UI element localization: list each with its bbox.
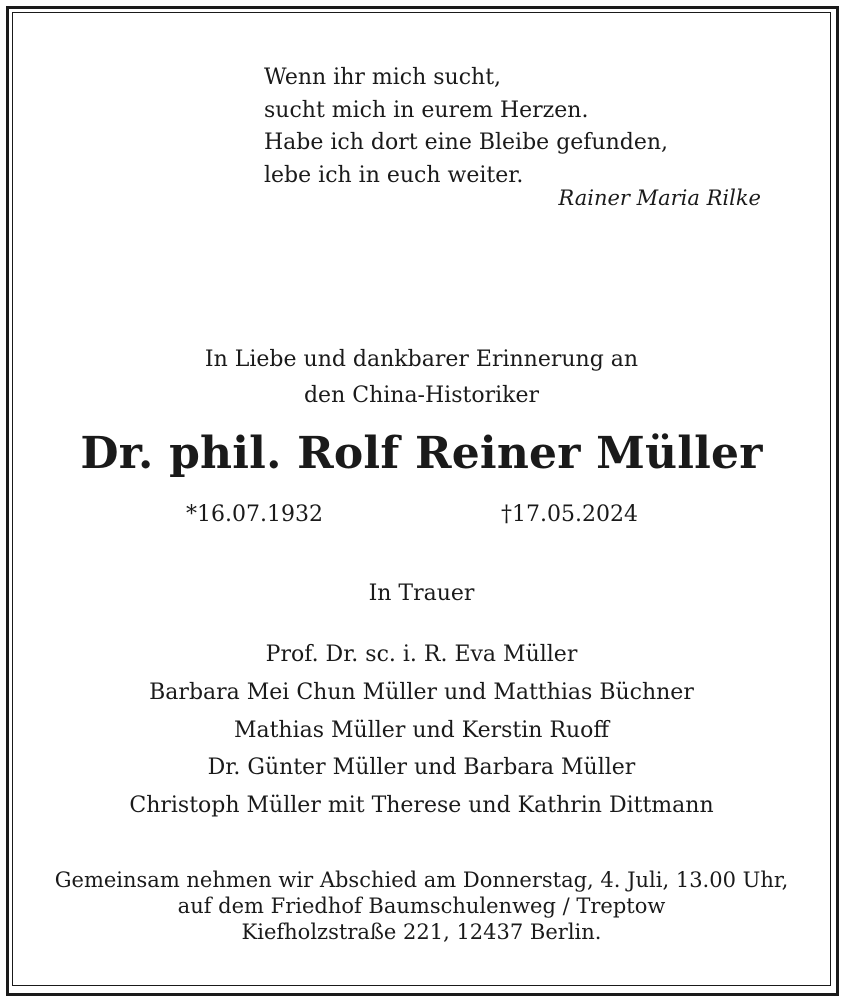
- deceased-name: Dr. phil. Rolf Reiner Müller: [80, 428, 763, 479]
- farewell-notice: [0, 867, 843, 945]
- intro-line-1: In Liebe und dankbarer Erinnerung an: [204, 347, 639, 372]
- mourning-heading: In Trauer: [368, 581, 475, 606]
- poem-line: lebe ich in euch weiter.: [264, 162, 524, 188]
- poem-line: Habe ich dort eine Bleibe gefunden,: [264, 130, 669, 155]
- mourner-name: Prof. Dr. sc. i. R. Eva Müller: [265, 642, 578, 667]
- mourner-name: Dr. Günter Müller und Barbara Müller: [207, 755, 636, 781]
- poem-author: Rainer Maria Rilke: [558, 186, 761, 210]
- mourner-name: Barbara Mei Chun Müller und Matthias Büchner: [149, 679, 694, 705]
- poem-line: Wenn ihr mich sucht,: [264, 65, 502, 90]
- poem-line: sucht mich in eurem Herzen.: [264, 97, 589, 123]
- birth-date: *16.07.1932: [186, 502, 323, 527]
- farewell-line: Kiefholzstraße 221, 12437 Berlin.: [241, 920, 602, 944]
- death-date: †17.05.2024: [501, 502, 638, 527]
- mourner-name: Christoph Müller mit Therese und Kathrin Dittmann: [129, 793, 714, 819]
- poem: [264, 62, 668, 192]
- mourner-name: Mathias Müller und Kerstin Ruoff: [233, 717, 610, 743]
- mourner-list: [0, 636, 843, 825]
- intro-line-2: den China-Historiker: [303, 383, 540, 408]
- farewell-line: auf dem Friedhof Baumschulenweg / Treptow: [177, 894, 666, 918]
- farewell-line: Gemeinsam nehmen wir Abschied am Donnerstag, 4. Juli, 13.00 Uhr,: [54, 868, 789, 892]
